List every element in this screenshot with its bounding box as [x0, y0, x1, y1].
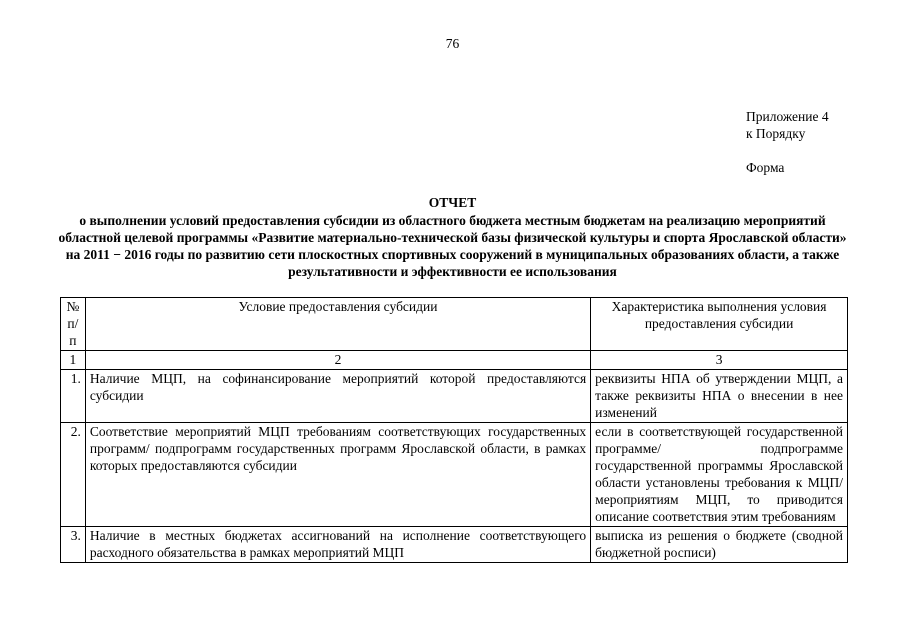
table-header-row [61, 298, 848, 351]
row-condition: Наличие МЦП, на софинансирование мероприятий которой предоставляются субсидии [85, 370, 590, 423]
report-title: ОТЧЕТ [428, 195, 477, 210]
report-subtitle: о выполнении условий предоставления субсидии из областного бюджета местным бюджетам на реализацию мероприятий областной целевой программы «Развитие материально-технической базы физической культуры и спорта Ярославской области» на 2011 − 2016 годы по развитию сети плоскостных спортивных сооружений в муниципальных образованиях области, а также результативности и эффективности ее использования [58, 213, 847, 279]
row-characteristic: если в соответствующей государственной программе/ подпрограмме государственной программы Ярославской области установлены требования к МЦП/ мероприятиям МЦП, то приводится описание соответствия этим требованиям [591, 423, 848, 527]
column-number-2: 2 [85, 351, 590, 370]
row-condition: Наличие в местных бюджетах ассигнований на исполнение соответствующего расходного обязательства в рамках мероприятий МЦП [85, 527, 590, 563]
appendix-reference [746, 108, 829, 142]
header-condition: Условие предоставления субсидии [85, 298, 590, 351]
column-number-3: 3 [591, 351, 848, 370]
row-num: 2. [61, 423, 86, 527]
header-characteristic: Характеристика выполнения условия предоставления субсидии [591, 298, 848, 351]
table-row [61, 527, 848, 563]
form-label: Форма [746, 160, 785, 175]
appendix-line-2: к Порядку [746, 126, 806, 141]
column-number-1: 1 [61, 351, 86, 370]
table-row [61, 423, 848, 527]
row-num: 3. [61, 527, 86, 563]
header-num: № п/п [61, 298, 86, 351]
row-num: 1. [61, 370, 86, 423]
page-number: 76 [445, 36, 460, 51]
appendix-line-1: Приложение 4 [746, 109, 829, 124]
row-characteristic: реквизиты НПА об утверждении МЦП, а также реквизиты НПА о внесении в нее изменений [591, 370, 848, 423]
row-characteristic: выписка из решения о бюджете (сводной бюджетной росписи) [591, 527, 848, 563]
table-column-numbers-row [61, 351, 848, 370]
table-row [61, 370, 848, 423]
report-table [60, 297, 848, 563]
row-condition: Соответствие мероприятий МЦП требованиям соответствующих государственных программ/ подпрограмм государственных программ Ярославской области, в рамках которых предоставляются субсидии [85, 423, 590, 527]
